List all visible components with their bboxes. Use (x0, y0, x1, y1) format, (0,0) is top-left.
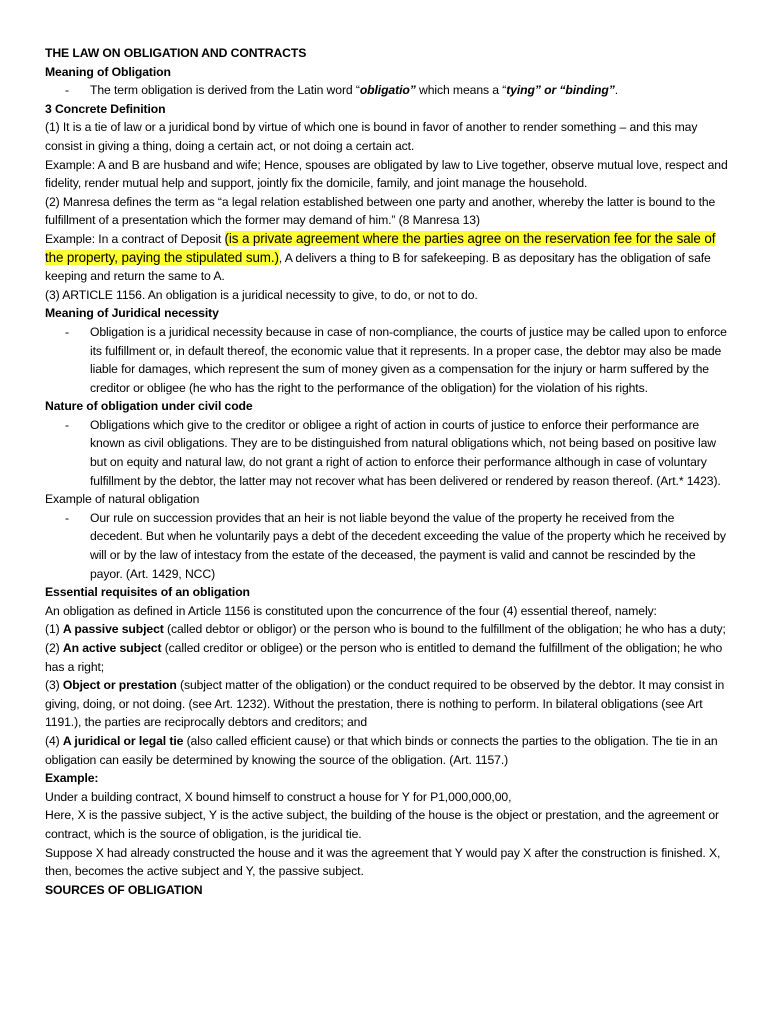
text-run: (called debtor or obligor) or the person who is bound to the fulfillment of the obligation; he who has a duty; (163, 622, 726, 637)
heading-nature-of-obligation: Nature of obligation under civil code (45, 399, 253, 414)
heading-sources-of-obligation: SOURCES OF OBLIGATION (45, 882, 203, 897)
bullet-text: Obligations which give to the creditor or obligee a right of action in courts of justice to enforce their performance are known as civil obligations. They are to be distinguished from natural obligations which, not being based on positive law but on equity and natural law, do not grant a right of action to enforce their performance although in case of voluntary fulfillment by the debtor, the latter may not recover what has been delivered or rendered by reason thereof. (Art.* 1423). (90, 417, 721, 488)
text-run: . (614, 83, 618, 98)
term-obligatio: obligatio” (359, 83, 416, 98)
text-run: (called creditor or obligee) or the person who is entitled to demand the fulfillment of the obligation; he who has a right; (45, 641, 723, 674)
requisite-term: An active subject (62, 641, 162, 655)
term-tying-binding: tying” or “binding” (506, 83, 615, 98)
bullet-natural (45, 509, 728, 583)
text-run: , A delivers a thing to B for safekeeping. B as depositary has the obligation of safe keeping and return the same to A. (45, 250, 711, 284)
example-line-1: Under a building contract, X bound himself to construct a house for Y for P1,000,000,00, (45, 789, 512, 804)
text-run: (4) (45, 733, 63, 748)
requisite-term: A juridical or legal tie (62, 733, 184, 748)
example-2 (45, 230, 728, 286)
bullet-nature (45, 416, 728, 490)
example-line-3: Suppose X had already constructed the house and it was the agreement that Y would pay X after the construction is finished. X, then, becomes the active subject and Y, the passive subject. (45, 845, 721, 879)
example-1: Example: A and B are husband and wife; Hence, spouses are obligated by law to Live together, observe mutual love, respect and fidelity, render mutual help and support, jointly fix the domicile, family, and joint manage the household. (45, 157, 728, 191)
requisite-4 (45, 732, 728, 769)
text-run: (also called efficient cause) or that which binds or connects the parties to the obligation. The tie in an obligation can easily be determined by knowing the source of the obligation. (Art. 1157.) (45, 733, 718, 767)
bullet-dash: - (65, 417, 69, 432)
heading-juridical-necessity: Meaning of Juridical necessity (45, 306, 219, 321)
highlighted-text: (is a private agreement where the parties agree on the reservation fee for the sale of the property, paying the stipulated sum.) (45, 230, 716, 265)
bullet-dash: - (65, 510, 69, 525)
document-title: THE LAW ON OBLIGATION AND CONTRACTS (45, 46, 307, 60)
text-run: (subject matter of the obligation) or the conduct required to be observed by the debtor. It may consist in giving, doing, or not doing. (see Art. 1232). Without the prestation, there is nothing to perform. In bilateral obligations (see Art 1191.), the parties are reciprocally debtors and creditors; and (45, 678, 725, 730)
text-run: which means a “ (415, 83, 507, 98)
definition-2: (2) Manresa defines the term as “a legal relation established between one party and another, whereby the latter is bound to the fulfillment of a presentation which the former may demand of him.” (8 Manresa 13) (45, 194, 716, 228)
bullet-dash: - (65, 83, 69, 98)
essential-intro: An obligation as defined in Article 1156 is constituted upon the concurrence of the four (4) essential thereof, namely: (45, 603, 657, 618)
requisite-3 (45, 676, 728, 732)
text-run: (3) (45, 678, 63, 693)
requisite-2 (45, 639, 728, 676)
definition-1: (1) It is a tie of law or a juridical bond by virtue of which one is bound in favor of another to render something – and this may consist in giving a thing, doing a certain act, or not doing a certain act. (45, 120, 698, 153)
requisite-term: A passive subject (62, 622, 164, 637)
bullet-meaning (45, 81, 728, 100)
bullet-text: Our rule on succession provides that an heir is not liable beyond the value of the property he received from the decedent. But when he voluntarily pays a debt of the decedent exceeding the value of the property which he received by will or by the law of intestacy from the estate of the deceased, the payment is valid and cannot be rescinded by the payor. (Art. 1429, NCC) (90, 510, 726, 581)
heading-essential-requisites: Essential requisites of an obligation (45, 585, 250, 600)
text-run: The term obligation is derived from the Latin word “ (90, 83, 360, 98)
heading-concrete-definition: 3 Concrete Definition (45, 101, 166, 116)
heading-natural-obligation-example: Example of natural obligation (45, 492, 200, 507)
requisite-term: Object or prestation (62, 678, 177, 693)
text-run: (1) (45, 622, 63, 637)
text-run: (2) (45, 641, 63, 655)
example-line-2: Here, X is the passive subject, Y is the active subject, the building of the house is the object or prestation, and the agreement or contract, which is the source of obligation, is the juridical tie. (45, 808, 719, 841)
bullet-text: Obligation is a juridical necessity because in case of non-compliance, the courts of justice may be called upon to enforce its fulfillment or, in default thereof, the economic value that it represents. In a proper case, the debtor may also be made liable for damages, which represent the sum of money given as a compensation for the injury or harm suffered by the creditor or obligee (he who has the right to the performance of the obligation) for the violation of his rights. (90, 324, 727, 395)
requisite-1 (45, 620, 728, 639)
heading-meaning-of-obligation: Meaning of Obligation (45, 64, 171, 79)
text-run: Example: In a contract of Deposit (45, 231, 225, 246)
example-label: Example: (45, 771, 99, 786)
bullet-dash: - (65, 324, 69, 339)
bullet-juridical (45, 323, 728, 397)
definition-3: (3) ARTICLE 1156. An obligation is a juridical necessity to give, to do, or not to do. (45, 287, 478, 302)
bullet-text (90, 81, 728, 100)
